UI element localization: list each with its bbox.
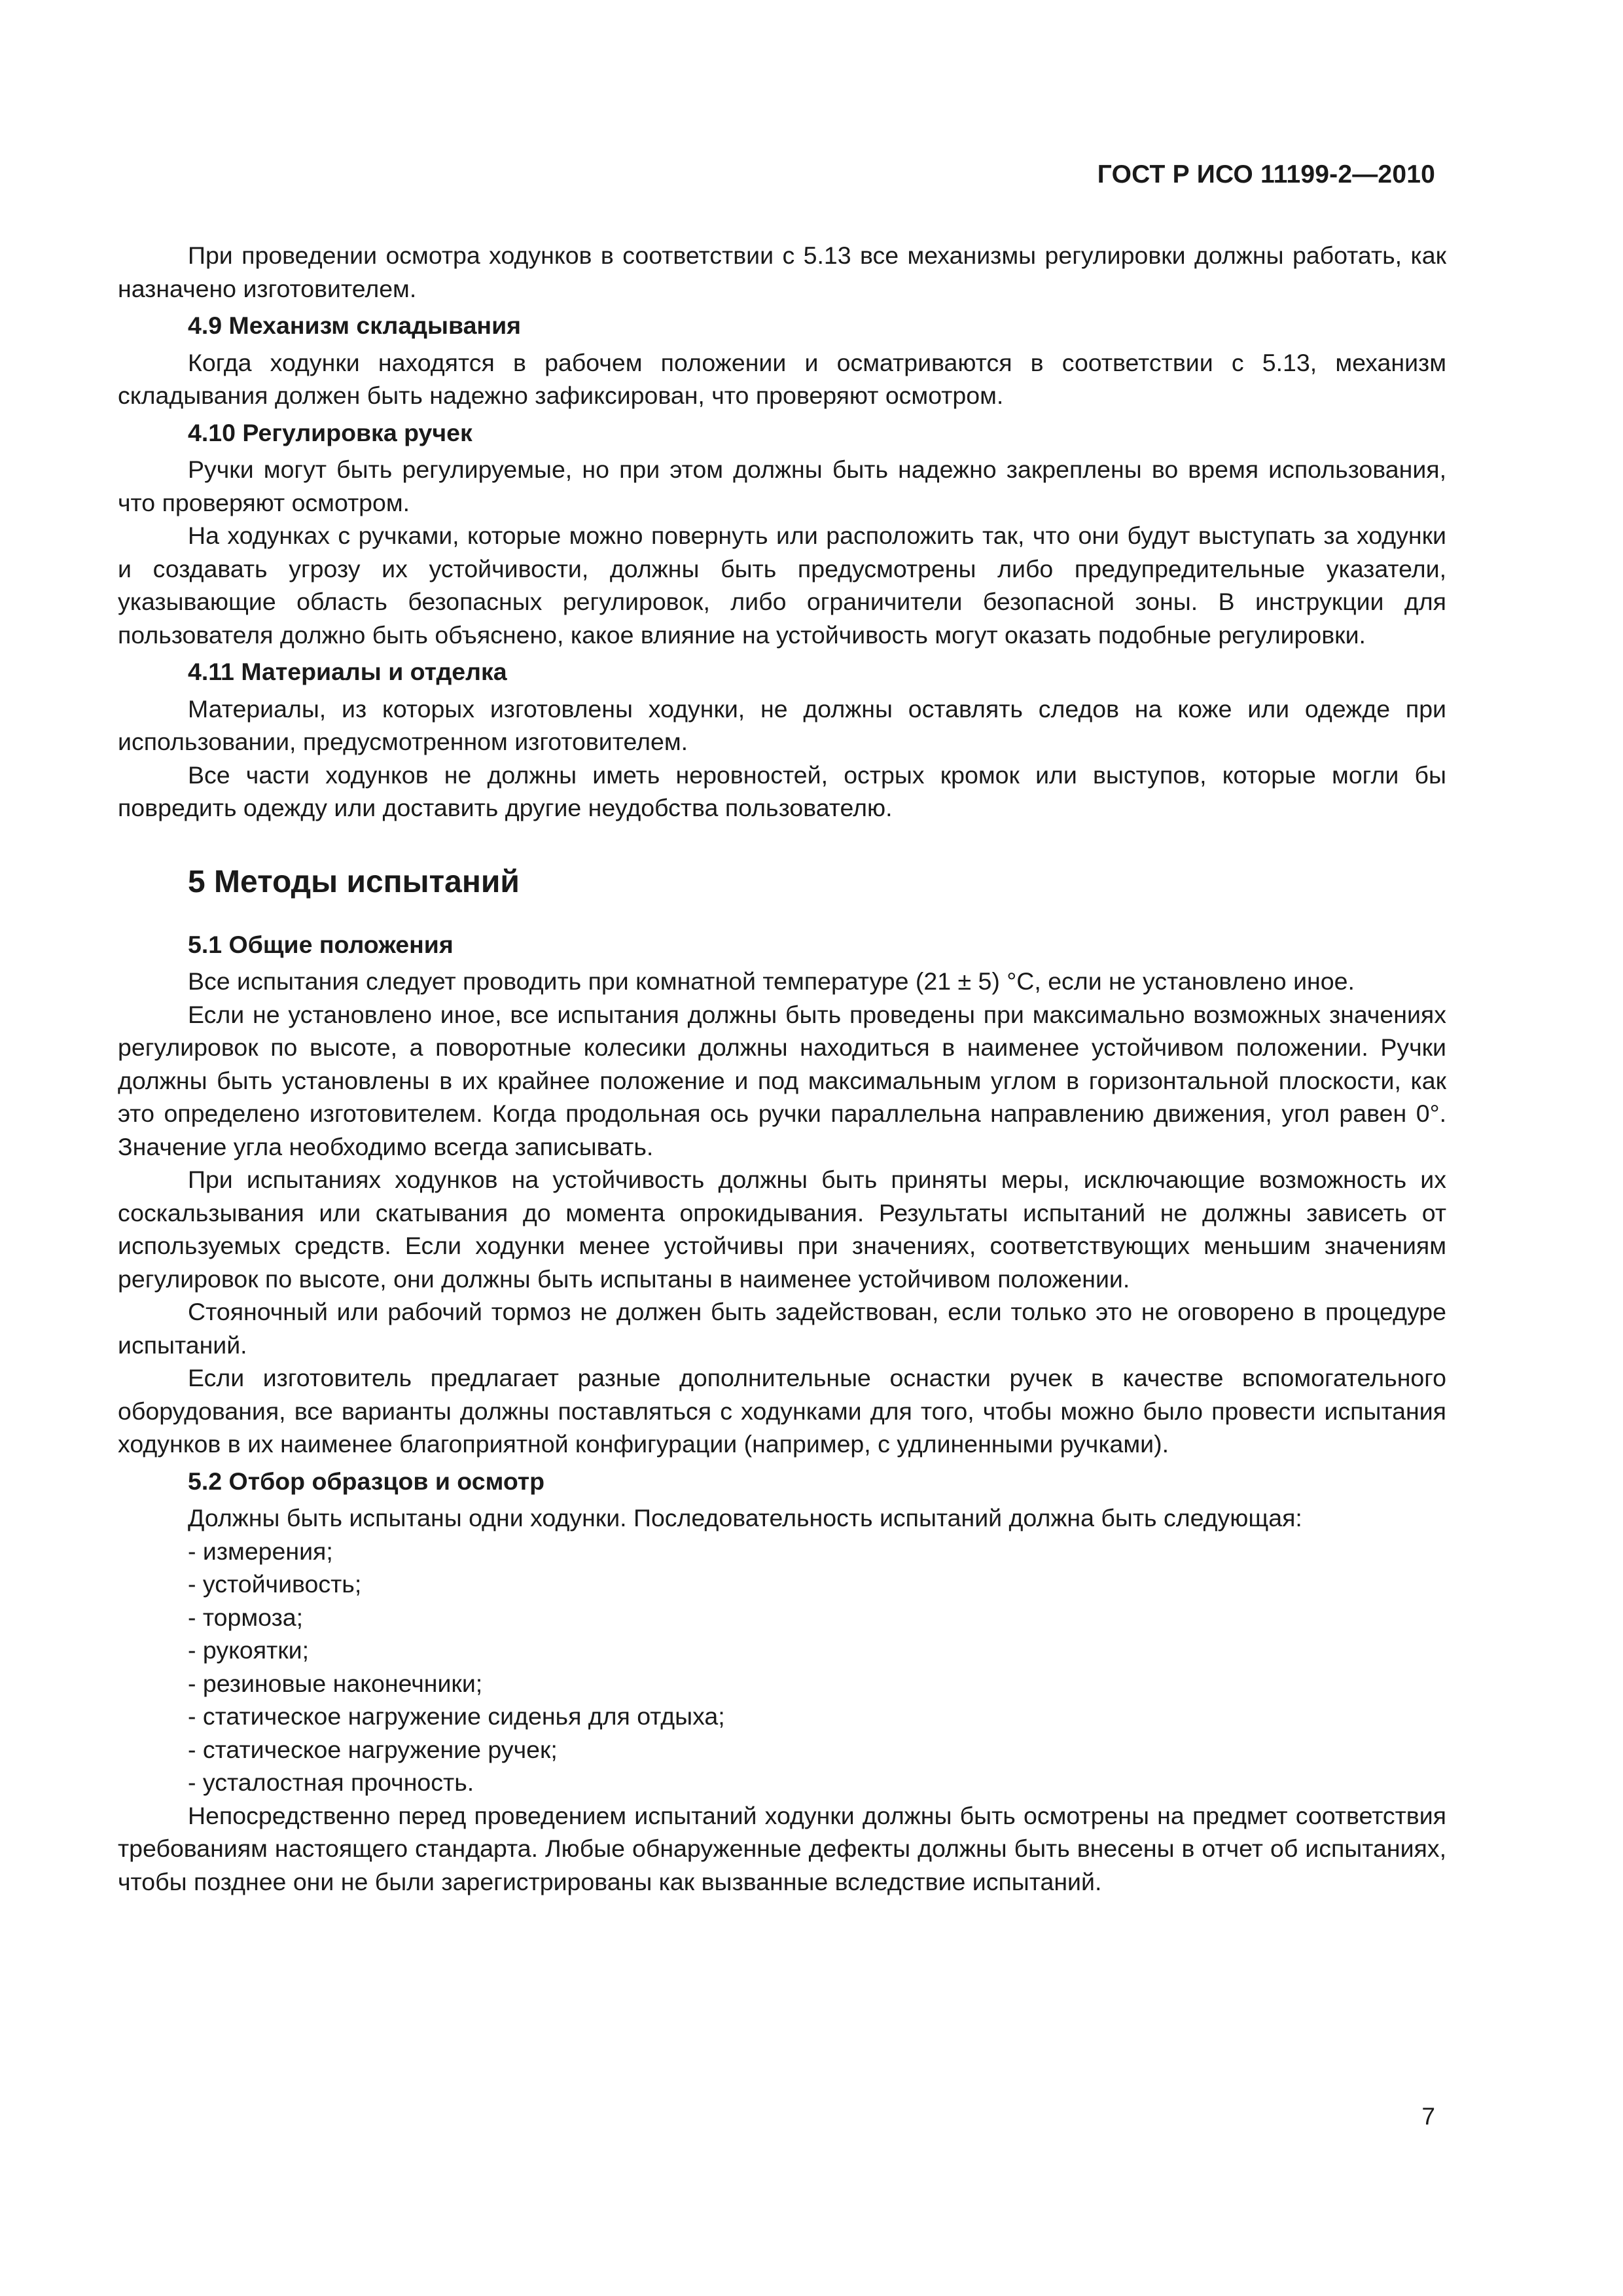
list-item: - резиновые наконечники; xyxy=(188,1669,483,1697)
list-item: - статическое нагружение ручек; xyxy=(188,1735,558,1763)
page-content xyxy=(118,239,1446,1898)
list-item: - тормоза; xyxy=(188,1603,304,1631)
heading-section-5: 5 Методы испытаний xyxy=(188,864,520,899)
heading-5-1: 5.1 Общие положения xyxy=(188,930,454,958)
paragraph-4-11-1: Материалы, из которых изготовлены ходунки, не должны оставлять следов на коже или одежде при использовании, предусмотренном изготовителем. xyxy=(118,694,1446,755)
paragraph-5-1-3: При испытаниях ходунков на устойчивость должны быть приняты меры, исключающие возможность их соскальзывания или скатывания до момента опрокидывания. Результаты испытаний не должны зависеть от используемых средств. Если ходунки менее устойчивы при значениях, соответствующих меньшим значениям регулировок по высоте, они должны быть испытаны в наименее устойчивом положении. xyxy=(118,1166,1446,1293)
heading-4-10: 4.10 Регулировка ручек xyxy=(188,418,473,446)
list-item: - рукоятки; xyxy=(188,1636,310,1664)
paragraph-5-1-4: Стояночный или рабочий тормоз не должен быть задействован, если только это не оговорено в процедуре испытаний. xyxy=(118,1298,1446,1359)
paragraph-5-1-2: Если не установлено иное, все испытания должны быть проведены при максимально возможных значениях регулировок по высоте, а поворотные колесики должны находиться в наименее устойчивом положении. Ручки должны быть установлены в их крайнее положение и под максимальным углом в горизонтальной плоскости, как это определено изготовителем. Когда продольная ось ручки параллельна направлению движения, угол равен 0°. Значение угла необходимо всегда записывать. xyxy=(118,1000,1446,1160)
list-item: - измерения; xyxy=(188,1537,333,1565)
paragraph-5-1-5: Если изготовитель предлагает разные дополнительные оснастки ручек в качестве вспомогательного оборудования, все варианты должны поставляться с ходунками для того, чтобы можно было провести испытания ходунков в их наименее благоприятной конфигурации (например, с удлиненными ручками). xyxy=(118,1364,1446,1458)
paragraph-5-1-1: Все испытания следует проводить при комнатной температуре (21 ± 5) °С, если не установлено иное. xyxy=(188,967,1355,995)
paragraph-4-10-2: На ходунках с ручками, которые можно повернуть или расположить так, что они будут выступать за ходунки и создавать угрозу их устойчивости, должны быть предусмотрены либо предупредительные указатели, указывающие область безопасных регулировок, либо ограничители безопасной зоны. В инструкции для пользователя должно быть объяснено, какое влияние на устойчивость могут оказать подобные регулировки. xyxy=(118,522,1446,649)
heading-4-11: 4.11 Материалы и отделка xyxy=(188,658,507,685)
list-item: - устойчивость; xyxy=(188,1570,362,1598)
paragraph-5-2-1: Должны быть испытаны одни ходунки. Последовательность испытаний должна быть следующая: xyxy=(188,1504,1302,1532)
list-item: - усталостная прочность. xyxy=(188,1768,474,1796)
paragraph-4-11-2: Все части ходунков не должны иметь неровностей, острых кромок или выступов, которые могли бы повредить одежду или доставить другие неудобства пользователю. xyxy=(118,761,1446,821)
page-number: 7 xyxy=(1421,2103,1435,2130)
document-id-header: ГОСТ Р ИСО 11199-2—2010 xyxy=(1097,160,1435,188)
heading-5-2: 5.2 Отбор образцов и осмотр xyxy=(188,1467,545,1495)
list-item: - статическое нагружение сиденья для отдыха; xyxy=(188,1702,725,1730)
paragraph-4-9-1: Когда ходунки находятся в рабочем положении и осматриваются в соответствии с 5.13, механизм складывания должен быть надежно зафиксирован, что проверяют осмотром. xyxy=(118,348,1446,409)
paragraph-5-2-2: Непосредственно перед проведением испытаний ходунки должны быть осмотрены на предмет соответствия требованиям настоящего стандарта. Любые обнаруженные дефекты должны быть внесены в отчет об испытаниях, чтобы позднее они не были зарегистрированы как вызванные вследствие испытаний. xyxy=(118,1801,1446,1895)
paragraph-intro: При проведении осмотра ходунков в соответствии с 5.13 все механизмы регулировки должны работать, как назначено изготовителем. xyxy=(118,242,1446,302)
test-sequence-list xyxy=(118,1535,1446,1799)
heading-4-9: 4.9 Механизм складывания xyxy=(188,312,522,339)
paragraph-4-10-1: Ручки могут быть регулируемые, но при этом должны быть надежно закреплены во время использования, что проверяют осмотром. xyxy=(118,456,1446,516)
